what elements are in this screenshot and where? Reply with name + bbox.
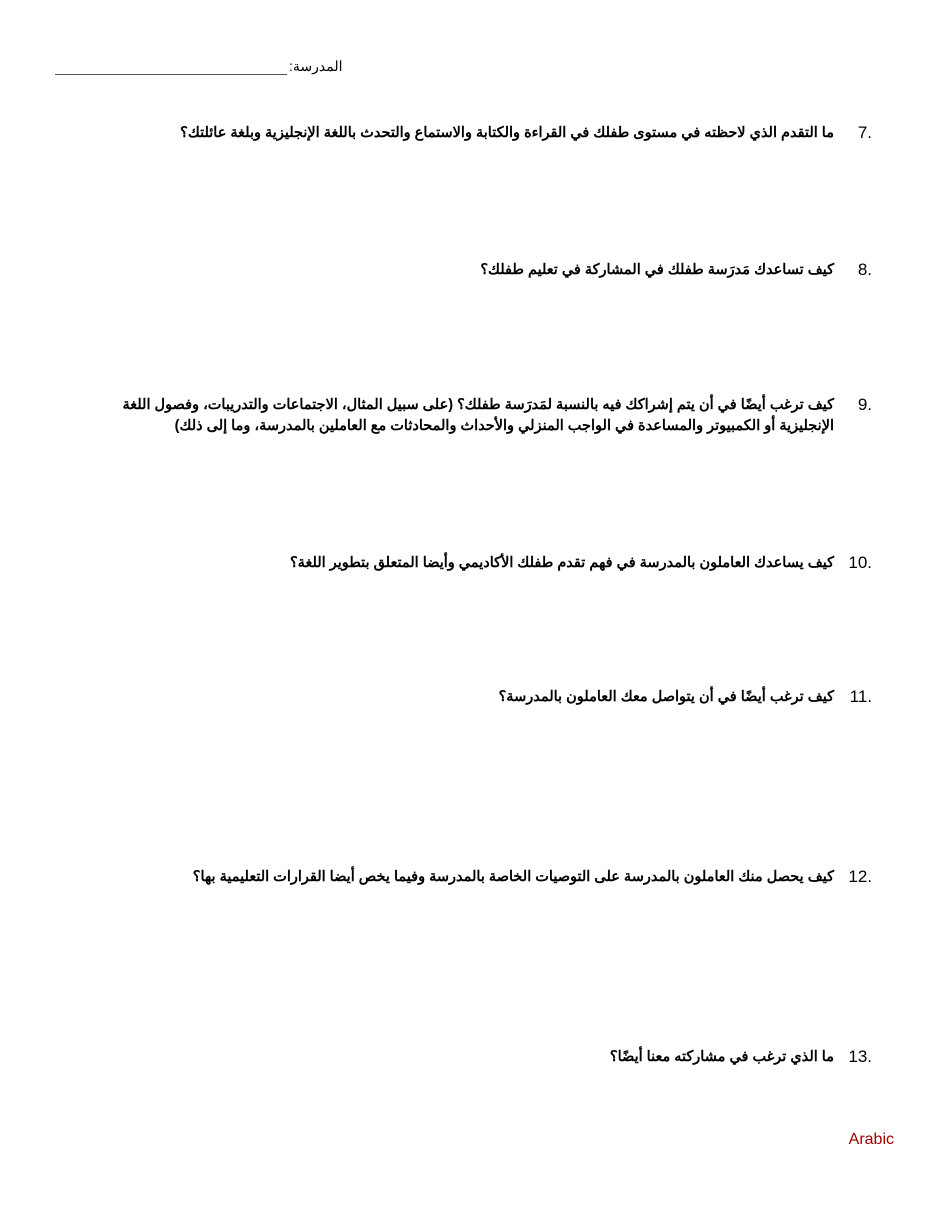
question-text: ما الذي ترغب في مشاركته معنا أيضًا؟	[609, 1049, 834, 1065]
question-12	[193, 867, 872, 888]
question-text: كيف تساعدك مَدرَسة طفلك في المشاركة في تعليم طفلك؟	[480, 262, 834, 278]
question-9	[64, 395, 872, 437]
question-11	[499, 687, 872, 708]
question-text: كيف ترغب أيضًا في أن يتم إشراكك فيه بالنسبة لمَدرَسة طفلك؟ (على سبيل المثال، الاجتماعات والتدريبات، وفصول اللغة الإنجليزية أو الكمبيوتر والمساعدة في الواجب المنزلي والأحداث والمحادثات مع العاملين بالمدرسة، وما إلى ذلك)	[122, 397, 834, 434]
question-text: كيف يساعدك العاملون بالمدرسة في فهم تقدم طفلك الأكاديمي وأيضا المتعلق بتطوير اللغة؟	[289, 555, 834, 571]
question-8	[480, 260, 872, 281]
question-number: 10.	[848, 553, 872, 572]
question-text: كيف ترغب أيضًا في أن يتواصل معك العاملون بالمدرسة؟	[498, 689, 834, 705]
question-7	[180, 123, 872, 144]
question-number: 8.	[857, 260, 872, 279]
question-10	[290, 553, 872, 574]
question-number: 9.	[857, 395, 872, 414]
question-number: 11.	[849, 687, 872, 706]
school-field	[55, 58, 342, 75]
school-blank-line[interactable]	[55, 58, 287, 75]
question-number: 13.	[848, 1047, 872, 1066]
question-text: كيف يحصل منك العاملون بالمدرسة على التوصيات الخاصة بالمدرسة وفيما يخص أيضا القرارات التعليمية بها؟	[192, 869, 834, 885]
question-number: 7.	[857, 123, 872, 142]
question-text: ما التقدم الذي لاحظته في مستوى طفلك في القراءة والكتابة والاستماع والتحدث باللغة الإنجليزية وبلغة عائلتك؟	[180, 125, 834, 141]
language-label: Arabic	[848, 1131, 894, 1148]
school-label: المدرسة:	[289, 58, 343, 74]
question-13	[610, 1047, 872, 1068]
question-number: 12.	[848, 867, 872, 886]
